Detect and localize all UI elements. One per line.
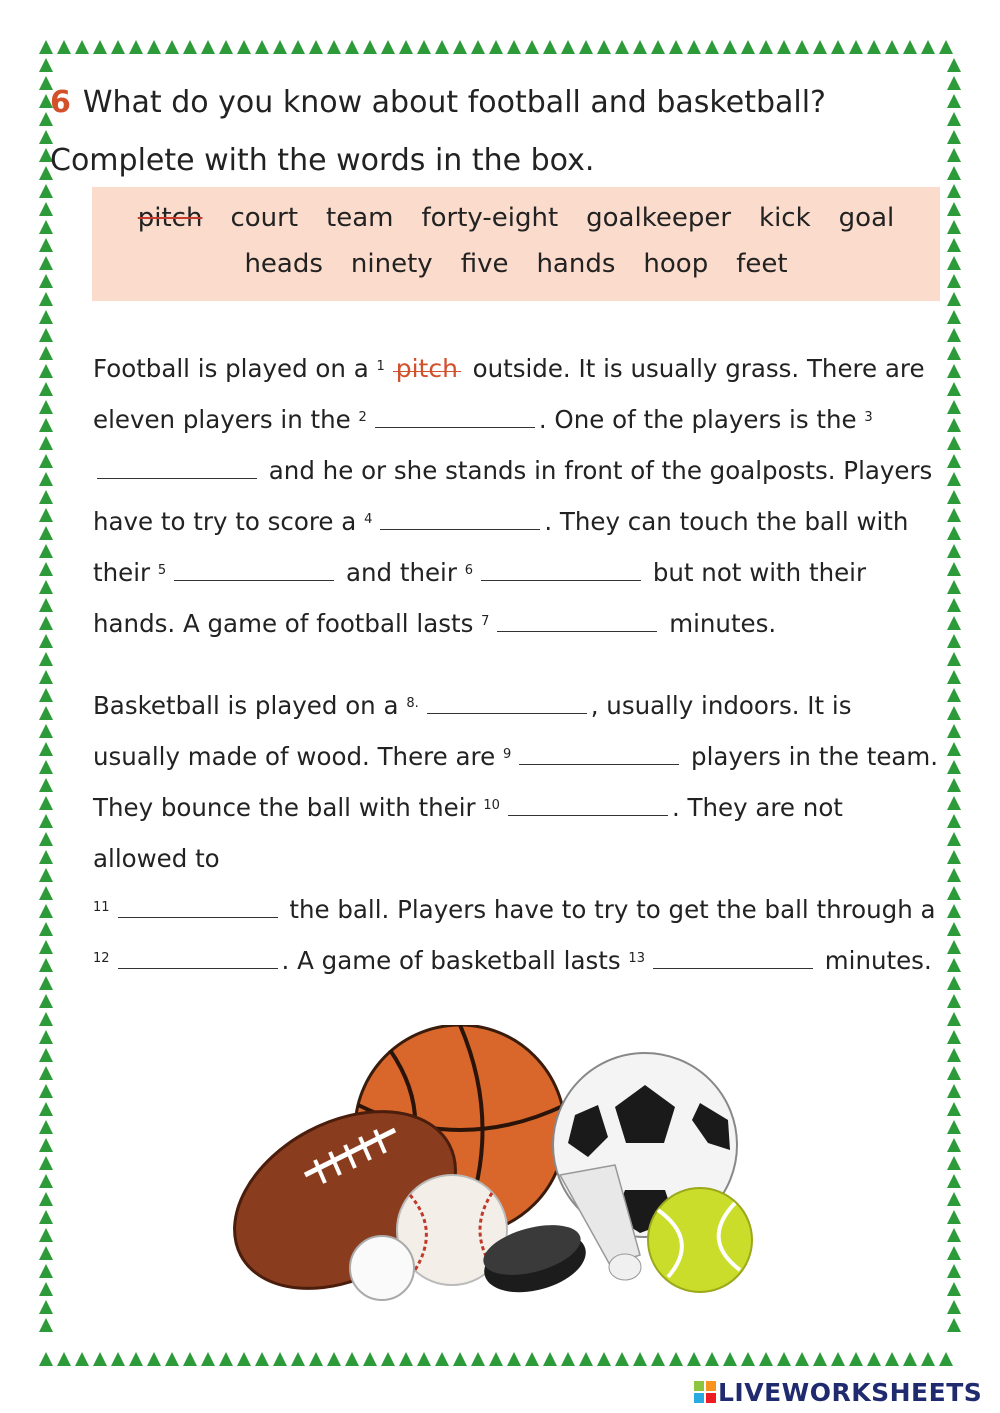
liveworksheets-logo-text: LIVEWORKSHEETS — [718, 1378, 983, 1407]
liveworksheets-logo-icon — [694, 1381, 716, 1403]
football-text-5: . They can touch the ball with their — [93, 507, 909, 587]
football-text-3: . One of the players is the — [538, 405, 857, 434]
word-goal: goal — [838, 203, 895, 233]
gap-number-9: 9 — [502, 747, 512, 762]
gap-9-input[interactable] — [519, 736, 679, 765]
gap-5-input[interactable] — [174, 552, 334, 581]
gap-12-input[interactable] — [118, 940, 278, 969]
basketball-text-1: Basketball is played on a — [93, 691, 399, 720]
gap-8-input[interactable] — [427, 685, 587, 714]
gap-number-5: 5 — [157, 563, 167, 578]
football-text-8: minutes. — [669, 609, 777, 638]
golf-ball-icon — [350, 1236, 414, 1300]
basketball-text-2: , usually indoors. It is usually made of wood. There are — [93, 691, 852, 771]
exercise-title — [50, 74, 920, 190]
gap-number-8: 8. — [406, 696, 419, 711]
exercise-number: 6 — [50, 85, 71, 120]
gap-number-10: 10 — [483, 798, 500, 813]
word-heads: heads — [244, 249, 323, 279]
gap-number-11: 11 — [93, 900, 110, 915]
basketball-text-4: . They are not allowed to — [93, 793, 843, 873]
word-hoop: hoop — [643, 249, 709, 279]
basketball-text-7: minutes. — [824, 946, 932, 975]
word-hands: hands — [536, 249, 616, 279]
word-goalkeeper: goalkeeper — [586, 203, 732, 233]
football-text-2: outside. It is usually grass. There are eleven players in the — [93, 354, 925, 434]
gap-number-3: 3 — [864, 410, 873, 425]
gap-number-1: 1 — [376, 359, 385, 374]
word-court: court — [230, 203, 299, 233]
football-text-6: and their — [345, 558, 457, 587]
gap-number-4: 4 — [364, 512, 373, 527]
tennis-ball-icon — [648, 1188, 752, 1292]
word-feet: feet — [736, 249, 788, 279]
gap-number-13: 13 — [628, 951, 645, 966]
basketball-text-6: . A game of basketball lasts — [281, 946, 621, 975]
word-box-row-1 — [92, 203, 940, 233]
gap-number-6: 6 — [464, 563, 474, 578]
basketball-text-3: players in the team. They bounce the ball with their — [93, 742, 939, 822]
gap-number-7: 7 — [481, 614, 490, 629]
football-text-7: but not with their hands. A game of football lasts — [93, 558, 867, 638]
football-text-1: Football is played on a — [93, 354, 369, 383]
word-ninety: ninety — [350, 249, 433, 279]
gap-2-input[interactable] — [375, 399, 535, 428]
football-text-4: and he or she stands in front of the goalposts. Players have to try to score a — [93, 456, 933, 536]
gap-4-input[interactable] — [380, 501, 540, 530]
gap-6-input[interactable] — [481, 552, 641, 581]
liveworksheets-logo — [694, 1378, 994, 1408]
gap-13-input[interactable] — [653, 940, 813, 969]
gap-number-2: 2 — [358, 410, 367, 425]
gap-number-12: 12 — [93, 951, 110, 966]
gap-7-input[interactable] — [497, 603, 657, 632]
sports-balls-illustration — [230, 1025, 770, 1325]
word-pitch: pitch — [137, 203, 203, 233]
word-kick: kick — [759, 203, 811, 233]
gap-1-example: pitch — [393, 343, 461, 372]
basketball-text-5: the ball. Players have to try to get the ball through a — [289, 895, 936, 924]
football-paragraph — [93, 343, 943, 649]
basketball-paragraph — [93, 680, 943, 986]
exercise-instruction: What do you know about football and basketball? Complete with the words in the box. — [50, 85, 826, 178]
gap-10-input[interactable] — [508, 787, 668, 816]
word-team: team — [326, 203, 394, 233]
word-box-row-2 — [92, 249, 940, 279]
word-five: five — [460, 249, 509, 279]
word-box — [92, 187, 940, 301]
word-forty-eight: forty-eight — [421, 203, 559, 233]
gap-11-input[interactable] — [118, 889, 278, 918]
gap-3-input[interactable] — [97, 450, 257, 479]
